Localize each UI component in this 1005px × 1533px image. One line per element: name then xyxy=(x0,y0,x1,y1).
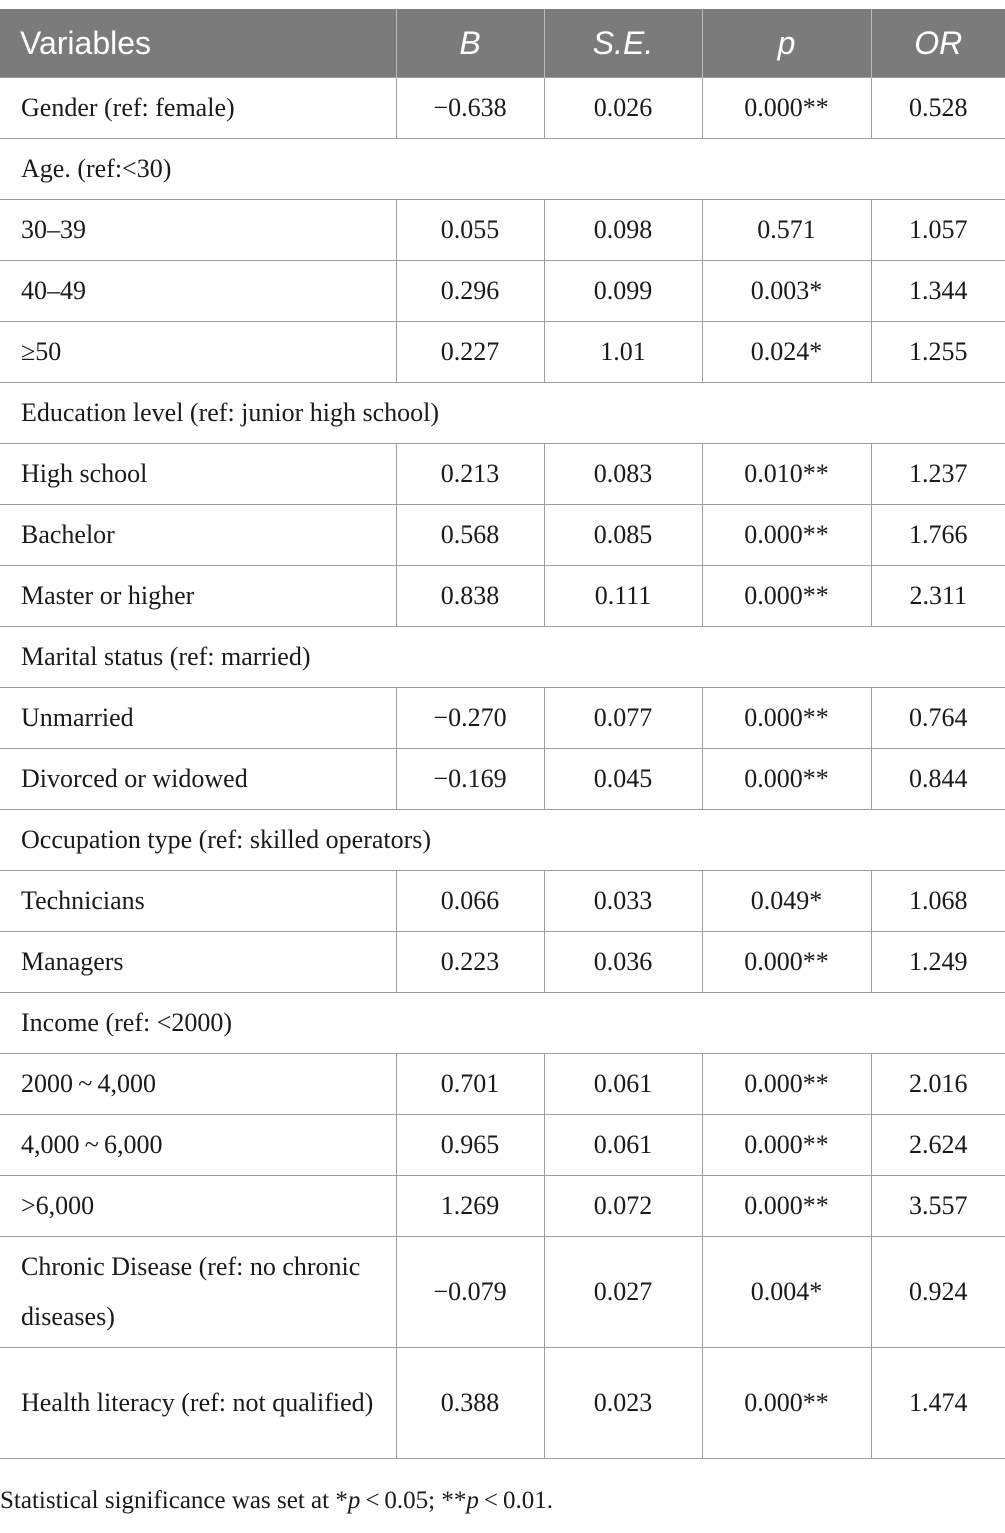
b-cell: 0.838 xyxy=(396,566,544,627)
p-cell: 0.000** xyxy=(702,78,871,139)
table-row xyxy=(0,1054,1005,1115)
b-cell: −0.270 xyxy=(396,688,544,749)
footnote-p1: p xyxy=(347,1487,361,1514)
se-cell: 0.027 xyxy=(544,1237,702,1348)
se-cell: 0.083 xyxy=(544,444,702,505)
table-body xyxy=(0,78,1005,1459)
table-row xyxy=(0,749,1005,810)
p-cell: 0.000** xyxy=(702,566,871,627)
b-cell: 0.223 xyxy=(396,932,544,993)
variable-cell: Managers xyxy=(0,932,396,993)
variable-cell: High school xyxy=(0,444,396,505)
footnote-prefix: Statistical significance was set at * xyxy=(0,1487,348,1514)
p-cell: 0.000** xyxy=(702,1115,871,1176)
or-cell: 0.844 xyxy=(871,749,1005,810)
group-row xyxy=(0,993,1005,1054)
or-cell: 0.528 xyxy=(871,78,1005,139)
variable-cell: Technicians xyxy=(0,871,396,932)
table-row xyxy=(0,261,1005,322)
group-row xyxy=(0,627,1005,688)
variable-cell: 40–49 xyxy=(0,261,396,322)
table-row xyxy=(0,566,1005,627)
p-cell: 0.571 xyxy=(702,200,871,261)
se-cell: 0.085 xyxy=(544,505,702,566)
table-row xyxy=(0,1115,1005,1176)
table-row xyxy=(0,444,1005,505)
table-row xyxy=(0,322,1005,383)
header-variables: Variables xyxy=(0,9,396,78)
header-row xyxy=(0,9,1005,78)
se-cell: 0.033 xyxy=(544,871,702,932)
variable-cell: Health literacy (ref: not qualified) xyxy=(0,1348,396,1459)
p-cell: 0.000** xyxy=(702,688,871,749)
variable-cell: 4,000 ~ 6,000 xyxy=(0,1115,396,1176)
variable-cell: Master or higher xyxy=(0,566,396,627)
p-cell: 0.000** xyxy=(702,749,871,810)
group-row xyxy=(0,139,1005,200)
group-row xyxy=(0,383,1005,444)
b-cell: 0.296 xyxy=(396,261,544,322)
b-cell: −0.079 xyxy=(396,1237,544,1348)
p-cell: 0.003* xyxy=(702,261,871,322)
se-cell: 0.023 xyxy=(544,1348,702,1459)
variable-cell: Divorced or widowed xyxy=(0,749,396,810)
group-label: Income (ref: <2000) xyxy=(0,993,1005,1054)
or-cell: 1.249 xyxy=(871,932,1005,993)
regression-table xyxy=(0,9,1005,1459)
variable-cell: 2000 ~ 4,000 xyxy=(0,1054,396,1115)
p-cell: 0.000** xyxy=(702,1348,871,1459)
variable-cell: Gender (ref: female) xyxy=(0,78,396,139)
se-cell: 0.099 xyxy=(544,261,702,322)
footnote-mid: < 0.05; ** xyxy=(360,1487,467,1514)
b-cell: 0.701 xyxy=(396,1054,544,1115)
or-cell: 3.557 xyxy=(871,1176,1005,1237)
header-p: p xyxy=(702,9,871,78)
table-row xyxy=(0,200,1005,261)
b-cell: 0.227 xyxy=(396,322,544,383)
se-cell: 1.01 xyxy=(544,322,702,383)
or-cell: 1.474 xyxy=(871,1348,1005,1459)
se-cell: 0.098 xyxy=(544,200,702,261)
se-cell: 0.061 xyxy=(544,1115,702,1176)
p-cell: 0.000** xyxy=(702,1176,871,1237)
or-cell: 2.016 xyxy=(871,1054,1005,1115)
se-cell: 0.072 xyxy=(544,1176,702,1237)
footnote-suffix: < 0.01. xyxy=(478,1487,553,1514)
se-cell: 0.061 xyxy=(544,1054,702,1115)
table-row xyxy=(0,78,1005,139)
or-cell: 1.057 xyxy=(871,200,1005,261)
footnote-p2: p xyxy=(466,1487,479,1514)
or-cell: 1.344 xyxy=(871,261,1005,322)
table-row xyxy=(0,1176,1005,1237)
table-row xyxy=(0,932,1005,993)
variable-cell: >6,000 xyxy=(0,1176,396,1237)
variable-cell: ≥50 xyxy=(0,322,396,383)
or-cell: 1.255 xyxy=(871,322,1005,383)
p-cell: 0.010** xyxy=(702,444,871,505)
se-cell: 0.045 xyxy=(544,749,702,810)
b-cell: 0.388 xyxy=(396,1348,544,1459)
table-row xyxy=(0,505,1005,566)
header-b: B xyxy=(396,9,544,78)
header-se: S.E. xyxy=(544,9,702,78)
b-cell: 0.213 xyxy=(396,444,544,505)
b-cell: −0.169 xyxy=(396,749,544,810)
se-cell: 0.111 xyxy=(544,566,702,627)
group-label: Marital status (ref: married) xyxy=(0,627,1005,688)
or-cell: 0.764 xyxy=(871,688,1005,749)
se-cell: 0.026 xyxy=(544,78,702,139)
b-cell: 1.269 xyxy=(396,1176,544,1237)
b-cell: 0.568 xyxy=(396,505,544,566)
table-row xyxy=(0,871,1005,932)
p-cell: 0.024* xyxy=(702,322,871,383)
variable-cell: Chronic Disease (ref: no chronic diseases) xyxy=(0,1237,396,1348)
b-cell: 0.965 xyxy=(396,1115,544,1176)
or-cell: 0.924 xyxy=(871,1237,1005,1348)
p-cell: 0.000** xyxy=(702,932,871,993)
b-cell: −0.638 xyxy=(396,78,544,139)
se-cell: 0.077 xyxy=(544,688,702,749)
se-cell: 0.036 xyxy=(544,932,702,993)
variable-cell: Unmarried xyxy=(0,688,396,749)
or-cell: 1.068 xyxy=(871,871,1005,932)
p-cell: 0.000** xyxy=(702,505,871,566)
table-footnote xyxy=(0,1487,553,1515)
table-row xyxy=(0,1348,1005,1459)
p-cell: 0.049* xyxy=(702,871,871,932)
b-cell: 0.066 xyxy=(396,871,544,932)
p-cell: 0.004* xyxy=(702,1237,871,1348)
or-cell: 2.624 xyxy=(871,1115,1005,1176)
group-row xyxy=(0,810,1005,871)
group-label: Age. (ref:<30) xyxy=(0,139,1005,200)
or-cell: 2.311 xyxy=(871,566,1005,627)
or-cell: 1.237 xyxy=(871,444,1005,505)
header-or: OR xyxy=(871,9,1005,78)
table-row xyxy=(0,688,1005,749)
or-cell: 1.766 xyxy=(871,505,1005,566)
b-cell: 0.055 xyxy=(396,200,544,261)
p-cell: 0.000** xyxy=(702,1054,871,1115)
variable-cell: 30–39 xyxy=(0,200,396,261)
table-row xyxy=(0,1237,1005,1348)
group-label: Occupation type (ref: skilled operators) xyxy=(0,810,1005,871)
group-label: Education level (ref: junior high school) xyxy=(0,383,1005,444)
table-header xyxy=(0,9,1005,78)
variable-cell: Bachelor xyxy=(0,505,396,566)
